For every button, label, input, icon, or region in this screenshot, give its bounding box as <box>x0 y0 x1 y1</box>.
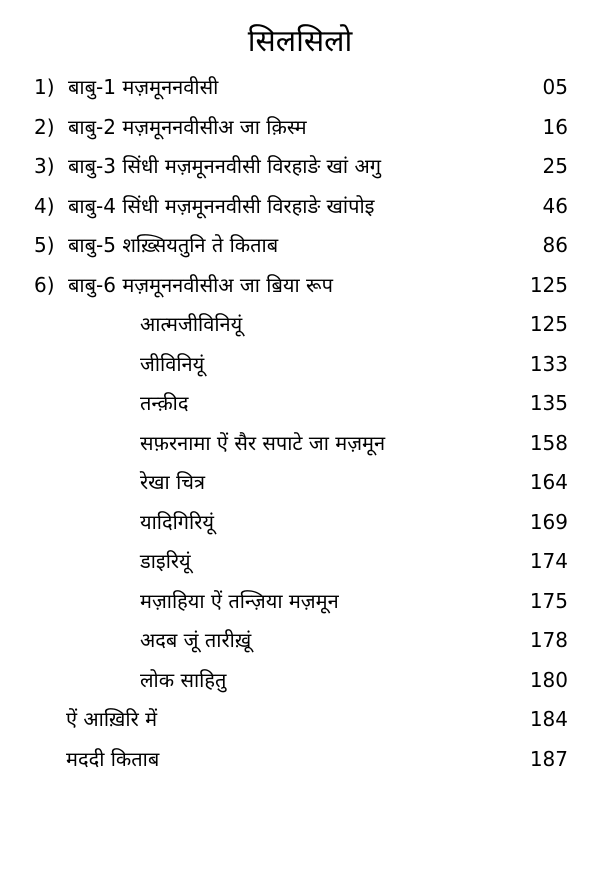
chapter-row <box>0 228 600 262</box>
subsection-row <box>0 505 600 539</box>
subsection-row <box>0 426 600 460</box>
subsection-title: लोक साहितु <box>140 668 227 692</box>
subsection-title: मज़ाहिया ऐं तन्ज़िया मज़मून <box>140 589 339 613</box>
page-number: 158 <box>529 431 568 455</box>
page-number: 05 <box>542 75 568 99</box>
chapter-number: 3) <box>34 154 55 178</box>
chapter-title: बाबु-2 मज़मूननवीसीअ जा क़िस्म <box>68 115 307 139</box>
end-matter-title: मददी किताब <box>66 747 160 771</box>
subsection-row <box>0 347 600 381</box>
chapter-number: 4) <box>34 194 55 218</box>
subsection-title: तन्क़ीद <box>140 391 189 415</box>
chapter-title: बाबु-5 शख़्सियतुनि ते किताब <box>68 233 279 257</box>
subsection-title: सफ़रनामा ऐं सैर सपाटे जा मज़मून <box>140 431 386 455</box>
chapter-row <box>0 189 600 223</box>
subsection-row <box>0 584 600 618</box>
subsection-title: जीविनियूं <box>140 352 205 376</box>
page-number: 178 <box>529 628 568 652</box>
chapter-title: बाबु-6 मज़मूननवीसीअ जा ॿिया रूप <box>68 273 333 297</box>
chapter-title: बाबु-1 मज़मूननवीसी <box>68 75 219 99</box>
subsection-row <box>0 386 600 420</box>
page-number: 169 <box>529 510 568 534</box>
page-number: 187 <box>529 747 568 771</box>
page-number: 180 <box>529 668 568 692</box>
subsection-row <box>0 623 600 657</box>
page-number: 125 <box>529 273 568 297</box>
page-number: 135 <box>529 391 568 415</box>
chapter-number: 5) <box>34 233 55 257</box>
subsection-title: डाइरियूं <box>140 549 191 573</box>
page-number: 86 <box>542 233 568 257</box>
subsection-title: रेखा चित्र <box>140 470 205 494</box>
chapter-row <box>0 268 600 302</box>
subsection-title: यादिगिरियूं <box>140 510 214 534</box>
page-number: 184 <box>529 707 568 731</box>
subsection-row <box>0 465 600 499</box>
subsection-row <box>0 307 600 341</box>
page-number: 133 <box>529 352 568 376</box>
end-matter-row <box>0 702 600 736</box>
chapter-title: बाबु-3 सिंधी मज़मूननवीसी विरहाङे खां अगु <box>68 154 381 178</box>
chapter-row <box>0 70 600 104</box>
subsection-title: आत्मजीविनियूं <box>140 312 243 336</box>
subsection-row <box>0 544 600 578</box>
chapter-number: 6) <box>34 273 55 297</box>
subsection-title: अदब जूं तारीख़ूं <box>140 628 252 652</box>
chapter-number: 2) <box>34 115 55 139</box>
end-matter-row <box>0 742 600 776</box>
end-matter-title: ऐं आख़िरि में <box>66 707 158 731</box>
page-number: 125 <box>529 312 568 336</box>
page-number: 46 <box>542 194 568 218</box>
page-number: 16 <box>542 115 568 139</box>
page-number: 164 <box>529 470 568 494</box>
subsection-row <box>0 663 600 697</box>
chapter-row <box>0 110 600 144</box>
chapter-number: 1) <box>34 75 55 99</box>
chapter-row <box>0 149 600 183</box>
page-number: 175 <box>529 589 568 613</box>
page-title: सिलसिलो <box>247 24 353 59</box>
page-number: 25 <box>542 154 568 178</box>
page-number: 174 <box>529 549 568 573</box>
chapter-title: बाबु-4 सिंधी मज़मूननवीसी विरहाङे खांपोइ <box>68 194 375 218</box>
